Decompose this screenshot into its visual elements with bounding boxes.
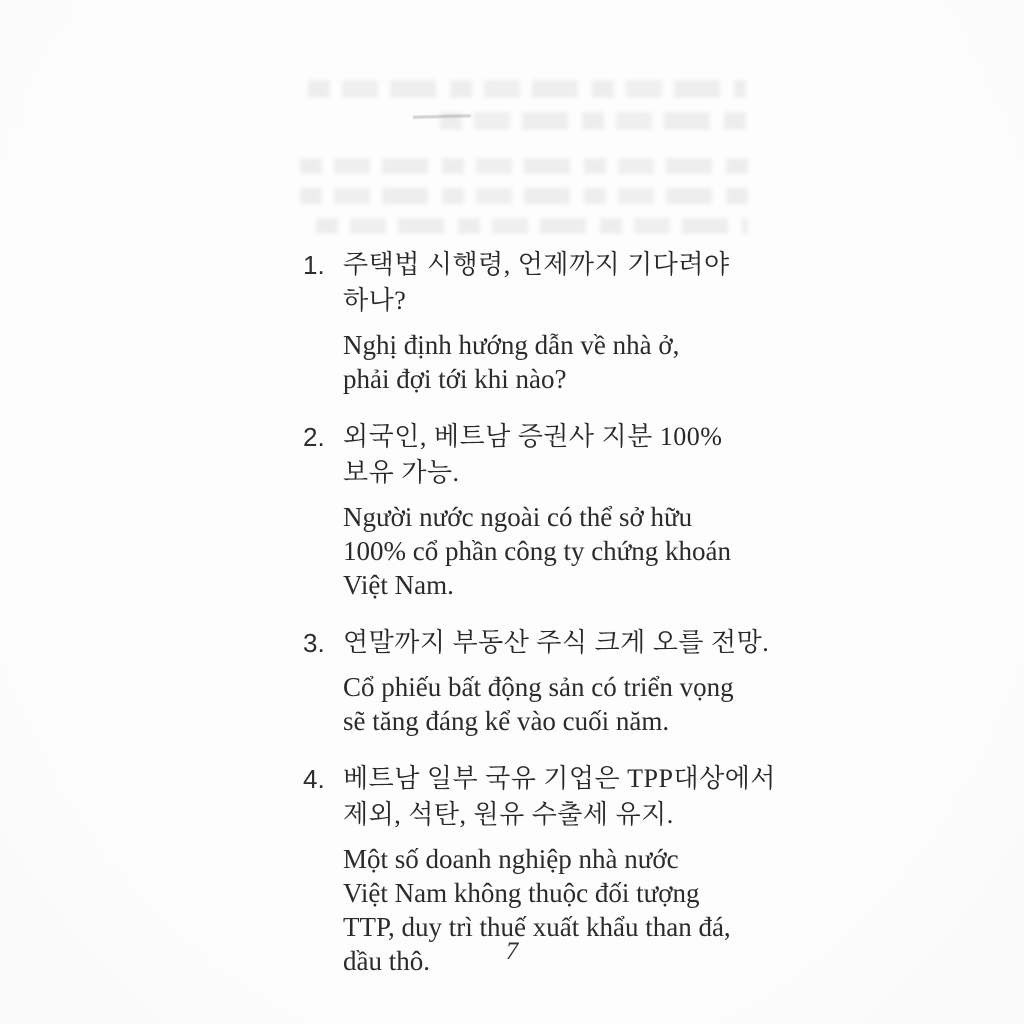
vietnamese-line: Người nước ngoài có thể sở hữu bbox=[343, 502, 693, 532]
vietnamese-line: Việt Nam. bbox=[343, 570, 454, 600]
vietnamese-translation bbox=[343, 500, 773, 602]
item-body bbox=[343, 247, 773, 396]
vietnamese-line: 100% cổ phần công ty chứng khoán bbox=[343, 536, 732, 566]
korean-line: 베트남 일부 국유 기업은 TPP대상에서 bbox=[343, 764, 776, 793]
list-item bbox=[303, 625, 773, 738]
bleedthrough-line bbox=[300, 188, 760, 204]
korean-line: 주택법 시행령, 언제까지 기다려야 bbox=[343, 250, 730, 279]
item-body bbox=[343, 625, 773, 738]
page-number: 7 bbox=[505, 938, 519, 965]
item-number: 1. bbox=[303, 250, 325, 280]
vietnamese-line: TTP, duy trì thuế xuất khẩu than đá, bbox=[343, 912, 731, 942]
vietnamese-line: phải đợi tới khi nào? bbox=[343, 364, 567, 394]
item-body bbox=[343, 419, 773, 602]
bleedthrough-line bbox=[300, 158, 755, 174]
bleedthrough-line bbox=[316, 218, 748, 234]
korean-line: 하나? bbox=[343, 286, 407, 315]
korean-line: 외국인, 베트남 증권사 지분 100% bbox=[343, 422, 723, 451]
vietnamese-translation bbox=[343, 670, 773, 738]
vietnamese-line: sẽ tăng đáng kể vào cuối năm. bbox=[343, 706, 670, 736]
bleedthrough-line bbox=[308, 80, 746, 98]
item-number: 4. bbox=[303, 764, 325, 794]
korean-line: 보유 가능. bbox=[343, 458, 460, 487]
vietnamese-line: Nghị định hướng dẫn về nhà ở, bbox=[343, 330, 680, 360]
bleedthrough-line bbox=[440, 112, 758, 130]
korean-line: 연말까지 부동산 주식 크게 오를 전망. bbox=[343, 628, 770, 657]
list-item bbox=[303, 247, 773, 396]
vietnamese-line: Cổ phiếu bất động sản có triển vọng bbox=[343, 672, 734, 702]
vietnamese-translation bbox=[343, 328, 773, 396]
vietnamese-line: dầu thô. bbox=[343, 946, 430, 976]
item-number: 2. bbox=[303, 422, 325, 452]
korean-line: 제외, 석탄, 원유 수출세 유지. bbox=[343, 800, 674, 829]
news-headline-list bbox=[303, 247, 776, 1001]
vietnamese-line: Một số doanh nghiệp nhà nước bbox=[343, 844, 679, 874]
item-number: 3. bbox=[303, 628, 325, 658]
list-item bbox=[303, 419, 773, 602]
vietnamese-line: Việt Nam không thuộc đối tượng bbox=[343, 878, 700, 908]
